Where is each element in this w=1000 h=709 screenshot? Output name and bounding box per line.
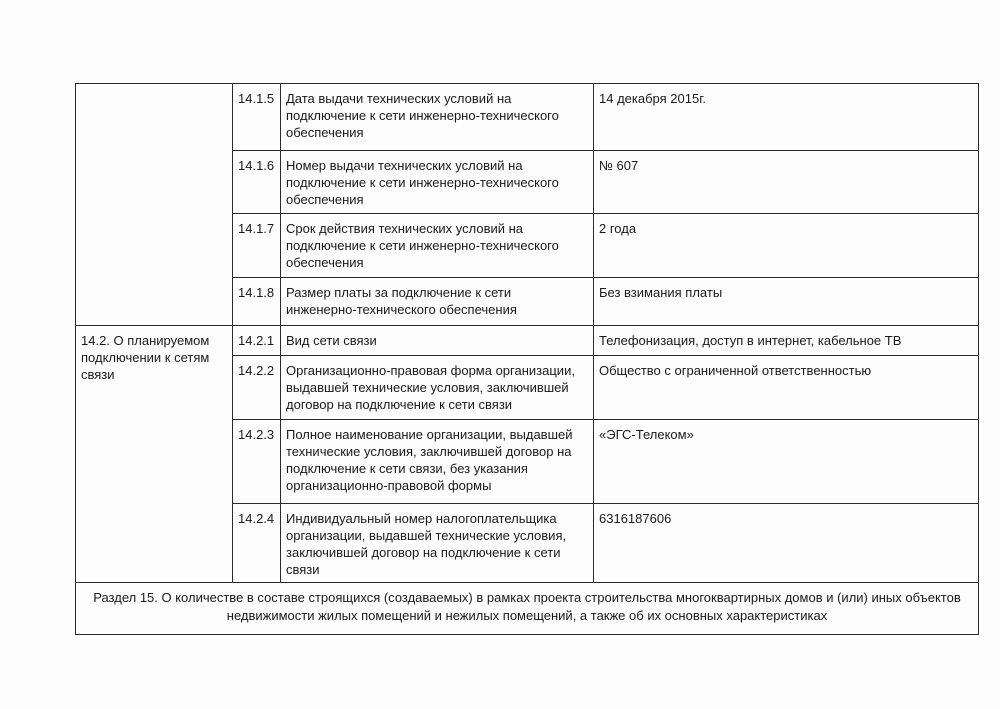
table-row — [76, 326, 979, 356]
row-description: Дата выдачи технических условий на подключение к сети инженерно-технического обеспечения — [281, 84, 594, 151]
row-number: 14.1.6 — [233, 151, 281, 214]
row-value: № 607 — [594, 151, 979, 214]
row-number: 14.2.4 — [233, 504, 281, 583]
row-description: Номер выдачи технических условий на подключение к сети инженерно-технического обеспечения — [281, 151, 594, 214]
disclosure-table — [75, 83, 979, 635]
row-value: Общество с ограниченной ответственностью — [594, 356, 979, 420]
row-description: Организационно-правовая форма организации, выдавшей технические условия, заключившей договор на подключение к сети связи — [281, 356, 594, 420]
section-15-row — [76, 583, 979, 635]
section-title-14-2: 14.2. О планируемом подключении к сетям связи — [76, 326, 233, 583]
section-15-heading: Раздел 15. О количестве в составе строящихся (создаваемых) в рамках проекта строительства многоквартирных домов и (или) иных объектов недвижимости жилых помещений и нежилых помещений, а также об их основных характеристиках — [76, 583, 979, 635]
row-value: 2 года — [594, 214, 979, 278]
row-description: Индивидуальный номер налогоплательщика организации, выдавшей технические условия, заключившей договор на подключение к сети связи — [281, 504, 594, 583]
row-value: «ЭГС-Телеком» — [594, 420, 979, 504]
section-cell-14-1-continued — [76, 84, 233, 326]
row-number: 14.2.2 — [233, 356, 281, 420]
row-value: 6316187606 — [594, 504, 979, 583]
row-number: 14.1.7 — [233, 214, 281, 278]
row-value: Телефонизация, доступ в интернет, кабельное ТВ — [594, 326, 979, 356]
row-value: Без взимания платы — [594, 278, 979, 326]
row-description: Размер платы за подключение к сети инженерно-технического обеспечения — [281, 278, 594, 326]
row-description: Срок действия технических условий на подключение к сети инженерно-технического обеспечения — [281, 214, 594, 278]
row-number: 14.2.3 — [233, 420, 281, 504]
row-number: 14.1.5 — [233, 84, 281, 151]
row-description: Вид сети связи — [281, 326, 594, 356]
row-description: Полное наименование организации, выдавшей технические условия, заключившей договор на подключение к сети связи, без указания организационно-правовой формы — [281, 420, 594, 504]
row-number: 14.2.1 — [233, 326, 281, 356]
row-number: 14.1.8 — [233, 278, 281, 326]
table-row — [76, 84, 979, 151]
row-value: 14 декабря 2015г. — [594, 84, 979, 151]
